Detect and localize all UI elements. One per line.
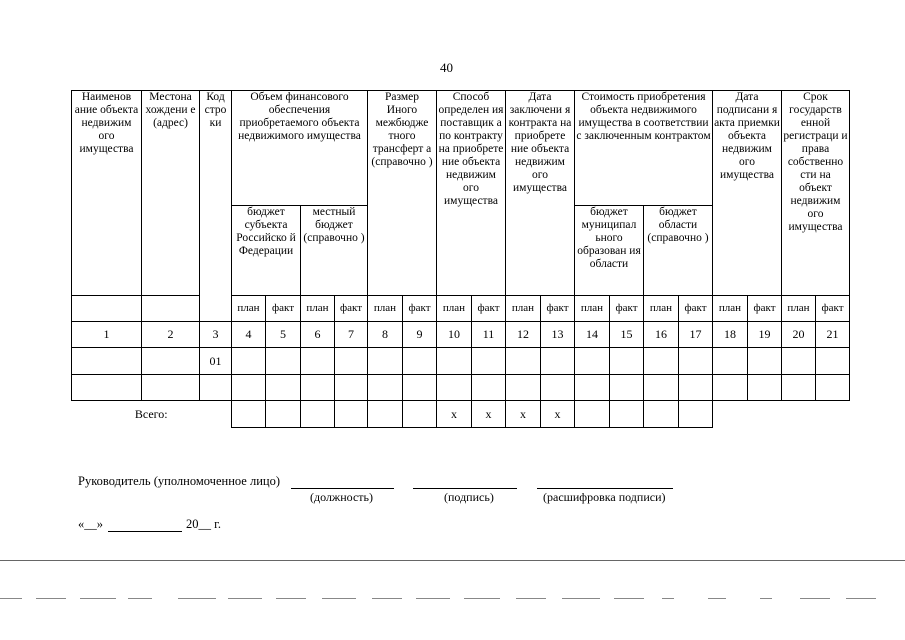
- dash-line: [708, 598, 726, 599]
- header-cost-municipal-budget: бюджет муниципал ьного образован ия области: [575, 206, 644, 296]
- cell: [266, 401, 301, 428]
- cell: [575, 375, 610, 401]
- column-number: 15: [610, 322, 644, 348]
- cell: [368, 348, 403, 375]
- column-number: 16: [644, 322, 679, 348]
- cell: [403, 375, 437, 401]
- cell: [72, 375, 142, 401]
- total-label: Всего:: [134, 406, 168, 421]
- caption-name: (расшифровка подписи): [543, 490, 666, 504]
- dash-line: [322, 598, 356, 599]
- dash-line: [416, 598, 450, 599]
- header-location: Местона хождени е (адрес): [142, 91, 200, 296]
- dash-line: [464, 598, 500, 599]
- cell: [335, 401, 368, 428]
- cell: [403, 348, 437, 375]
- empty-cell: [142, 296, 200, 322]
- total-mark: x: [472, 401, 506, 428]
- signature-line: [413, 488, 517, 489]
- fact-label: факт: [748, 296, 782, 322]
- total-row: [72, 401, 850, 428]
- plan-label: план: [713, 296, 748, 322]
- dash-line: [662, 598, 674, 599]
- cell: [816, 375, 850, 401]
- cell: [541, 375, 575, 401]
- fact-label: факт: [335, 296, 368, 322]
- cell: [816, 348, 850, 375]
- column-number: 18: [713, 322, 748, 348]
- cell: [472, 375, 506, 401]
- column-number: 2: [142, 322, 200, 348]
- fact-label: факт: [816, 296, 850, 322]
- dash-line: [516, 598, 546, 599]
- cell: [403, 401, 437, 428]
- plan-label: план: [437, 296, 472, 322]
- empty-cell: [72, 296, 142, 322]
- blank: [816, 401, 850, 428]
- cell: [368, 375, 403, 401]
- fact-label: факт: [541, 296, 575, 322]
- cell: [335, 348, 368, 375]
- cell: [142, 348, 200, 375]
- column-number: 19: [748, 322, 782, 348]
- fact-label: факт: [403, 296, 437, 322]
- cell: [200, 375, 232, 401]
- column-number: 12: [506, 322, 541, 348]
- cell: [782, 375, 816, 401]
- cell: [541, 348, 575, 375]
- dash-line: [562, 598, 600, 599]
- cell: [472, 348, 506, 375]
- column-number: 8: [368, 322, 403, 348]
- table-row: [72, 348, 850, 375]
- dash-line: [36, 598, 66, 599]
- cell: [644, 375, 679, 401]
- cell: [679, 375, 713, 401]
- cell: [72, 348, 142, 375]
- column-number: 7: [335, 322, 368, 348]
- header-financing-subject-budget: бюджет субъекта Российско й Федерации: [232, 206, 301, 296]
- header-act-date: Дата подписани я акта приемки объекта недвижим ого имущества: [713, 91, 782, 296]
- fact-label: факт: [266, 296, 301, 322]
- dash-line: [800, 598, 830, 599]
- column-number: 1: [72, 322, 142, 348]
- header-contract-date: Дата заключени я контракта на приобрете ние объекта недвижим ого имущества: [506, 91, 575, 296]
- column-number: 20: [782, 322, 816, 348]
- header-name: Наименов ание объекта недвижим ого имущества: [72, 91, 142, 296]
- dash-line: [276, 598, 306, 599]
- column-number: 5: [266, 322, 301, 348]
- blank: [782, 401, 816, 428]
- header-financing: Объем финансового обеспечения приобретаемого объекта недвижимого имущества: [232, 91, 368, 206]
- column-number: 4: [232, 322, 266, 348]
- caption-signature: (подпись): [444, 490, 494, 504]
- fact-label: факт: [610, 296, 644, 322]
- dash-line: [80, 598, 116, 599]
- name-line: [537, 488, 673, 489]
- cell: [232, 375, 266, 401]
- header-method: Способ определен ия поставщик а по контракту на приобрете ние объекта недвижим ого имущества: [437, 91, 506, 296]
- cell: [713, 348, 748, 375]
- dash-line: [128, 598, 152, 599]
- cell: [266, 348, 301, 375]
- cell: [748, 375, 782, 401]
- cell: [368, 401, 403, 428]
- page-divider: [0, 560, 905, 561]
- column-number: 9: [403, 322, 437, 348]
- header-code: Код стро ки: [200, 91, 232, 322]
- column-number: 3: [200, 322, 232, 348]
- dash-line: [228, 598, 262, 599]
- total-mark: x: [541, 401, 575, 428]
- total-mark: x: [437, 401, 472, 428]
- blank: [748, 401, 782, 428]
- cell: [232, 348, 266, 375]
- cell: [575, 348, 610, 375]
- fact-label: факт: [472, 296, 506, 322]
- date-open: «__»: [78, 517, 103, 531]
- cell: [506, 348, 541, 375]
- cell: [437, 348, 472, 375]
- cell: [679, 401, 713, 428]
- column-number: 17: [679, 322, 713, 348]
- header-cost: Стоимость приобретения объекта недвижимого имущества в соответствии с заключенным контрактом: [575, 91, 713, 206]
- plan-label: план: [782, 296, 816, 322]
- plan-label: план: [232, 296, 266, 322]
- plan-label: план: [575, 296, 610, 322]
- blank: [713, 401, 748, 428]
- total-mark: x: [506, 401, 541, 428]
- cell: [748, 348, 782, 375]
- cell: [232, 401, 266, 428]
- header-transfer: Размер Иного межбюдже тного трансферт а (справочно ): [368, 91, 437, 296]
- cell: [610, 348, 644, 375]
- dash-line: [614, 598, 644, 599]
- header-financing-local-budget: местный бюджет (справочно ): [301, 206, 368, 296]
- plan-label: план: [506, 296, 541, 322]
- column-number: 21: [816, 322, 850, 348]
- row-code: 01: [200, 348, 232, 375]
- cell: [335, 375, 368, 401]
- cell: [301, 401, 335, 428]
- table-row: [72, 375, 850, 401]
- plan-label: план: [644, 296, 679, 322]
- signer-label: Руководитель (уполномоченное лицо): [78, 474, 281, 488]
- dash-line: [760, 598, 772, 599]
- header-cost-regional-budget: бюджет области (справочно ): [644, 206, 713, 296]
- cell: [266, 375, 301, 401]
- plan-label: план: [368, 296, 403, 322]
- date-year: 20__ г.: [186, 517, 221, 531]
- page-number: 40: [440, 60, 453, 75]
- dash-line: [0, 598, 22, 599]
- header-registration: Срок государств енной регистраци и права собственно сти на объект недвижим ого имущества: [782, 91, 850, 296]
- column-number: 6: [301, 322, 335, 348]
- column-number: 13: [541, 322, 575, 348]
- report-table: [71, 90, 850, 428]
- column-number: 11: [472, 322, 506, 348]
- cell: [575, 401, 610, 428]
- plan-label: план: [301, 296, 335, 322]
- fact-label: факт: [679, 296, 713, 322]
- cell: [506, 375, 541, 401]
- cell: [679, 348, 713, 375]
- cell: [301, 348, 335, 375]
- dash-line: [178, 598, 216, 599]
- cell: [713, 375, 748, 401]
- cell: [301, 375, 335, 401]
- column-number: 10: [437, 322, 472, 348]
- cell: [437, 375, 472, 401]
- dash-line: [846, 598, 876, 599]
- date-line: [108, 531, 182, 532]
- dash-line: [372, 598, 402, 599]
- column-number: 14: [575, 322, 610, 348]
- cell: [644, 401, 679, 428]
- caption-position: (должность): [310, 490, 373, 504]
- cell: [610, 375, 644, 401]
- cell: [142, 375, 200, 401]
- position-line: [291, 488, 394, 489]
- cell: [782, 348, 816, 375]
- cell: [644, 348, 679, 375]
- cell: [610, 401, 644, 428]
